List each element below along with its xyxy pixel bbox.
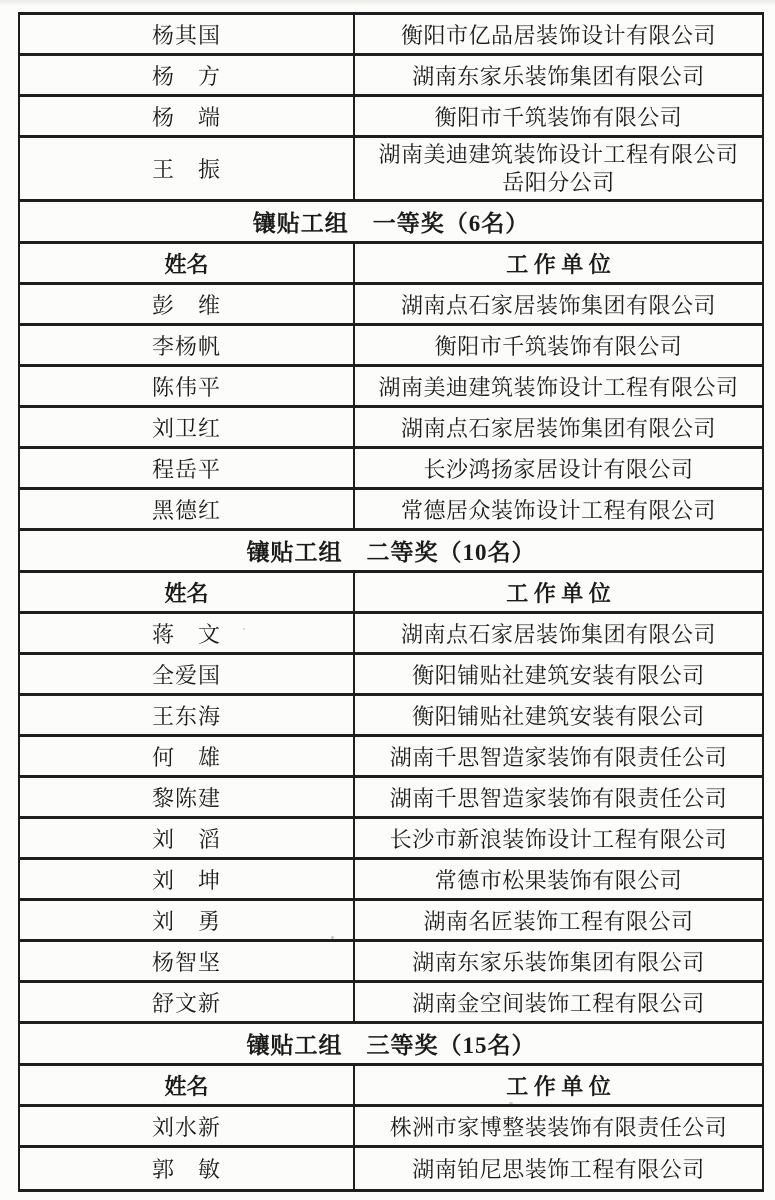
- table-row: [19, 96, 763, 137]
- table-row: [19, 325, 763, 366]
- table-row: [19, 55, 763, 96]
- table-row: [19, 1106, 763, 1147]
- table-row: [19, 941, 763, 982]
- name-cell: 王 振: [19, 137, 354, 201]
- table-row: [19, 818, 763, 859]
- unit-cell: 衡阳铺贴社建筑安装有限公司: [354, 695, 763, 736]
- name-cell: 全爱国: [19, 654, 354, 695]
- name-cell: 刘 勇: [19, 900, 354, 941]
- section-row: [19, 201, 763, 243]
- unit-column-header: 工 作 单 位: [354, 1065, 763, 1106]
- name-cell: 彭 维: [19, 284, 354, 325]
- table-row: [19, 982, 763, 1023]
- name-cell: 舒文新: [19, 982, 354, 1023]
- name-cell: 何 雄: [19, 736, 354, 777]
- name-cell: 黎陈建: [19, 777, 354, 818]
- unit-cell: 湖南名匠装饰工程有限公司: [354, 900, 763, 941]
- unit-cell: 衡阳市千筑装饰有限公司: [354, 325, 763, 366]
- name-cell: 黑德红: [19, 489, 354, 530]
- table-row: [19, 613, 763, 654]
- name-cell: 李杨帆: [19, 325, 354, 366]
- unit-cell: 湖南金空间装饰工程有限公司: [354, 982, 763, 1023]
- unit-line-1: 湖南美迪建筑装饰设计工程有限公司: [378, 141, 739, 167]
- table-row: [19, 695, 763, 736]
- unit-column-header: 工 作 单 位: [354, 572, 763, 613]
- table-row: [19, 366, 763, 407]
- name-cell: 杨其国: [19, 14, 354, 55]
- name-cell: 刘卫红: [19, 407, 354, 448]
- unit-cell: 湖南点石家居装饰集团有限公司: [354, 407, 763, 448]
- name-cell: 程岳平: [19, 448, 354, 489]
- unit-cell: 衡阳铺贴社建筑安装有限公司: [354, 654, 763, 695]
- unit-cell: 株洲市家博整装装饰有限责任公司: [354, 1106, 763, 1147]
- table-row: [19, 448, 763, 489]
- unit-cell: 湖南千思智造家装饰有限责任公司: [354, 736, 763, 777]
- name-column-header: 姓名: [19, 243, 354, 284]
- name-cell: 蒋 文: [19, 613, 354, 654]
- column-header-row: [19, 1065, 763, 1106]
- unit-cell: 常德市松果装饰有限公司: [354, 859, 763, 900]
- name-cell: 杨 端: [19, 96, 354, 137]
- name-cell: 王东海: [19, 695, 354, 736]
- table-row: [19, 777, 763, 818]
- name-column-header: 姓名: [19, 1065, 354, 1106]
- table-row: [19, 654, 763, 695]
- unit-cell: 衡阳市亿品居装饰设计有限公司: [354, 14, 763, 55]
- column-header-row: [19, 572, 763, 613]
- table-row: [19, 859, 763, 900]
- award-winners-table: [18, 12, 764, 1192]
- table-row: [19, 137, 763, 201]
- section-title: 镶贴工组 一等奖（6名）: [19, 201, 763, 243]
- unit-line-2: 岳阳分公司: [502, 169, 615, 195]
- section-title: 镶贴工组 二等奖（10名）: [19, 530, 763, 572]
- unit-cell: 长沙市新浪装饰设计工程有限公司: [354, 818, 763, 859]
- section-row: [19, 1023, 763, 1065]
- name-cell: 刘 坤: [19, 859, 354, 900]
- name-cell: 杨智坚: [19, 941, 354, 982]
- name-cell: 刘水新: [19, 1106, 354, 1147]
- name-cell: 刘 滔: [19, 818, 354, 859]
- name-cell: 郭 敏: [19, 1147, 354, 1191]
- unit-cell: 湖南千思智造家装饰有限责任公司: [354, 777, 763, 818]
- unit-cell: 湖南东家乐装饰集团有限公司: [354, 55, 763, 96]
- name-cell: 杨 方: [19, 55, 354, 96]
- column-header-row: [19, 243, 763, 284]
- section-row: [19, 530, 763, 572]
- unit-cell: 湖南点石家居装饰集团有限公司: [354, 613, 763, 654]
- table-row: [19, 407, 763, 448]
- unit-cell: 湖南美迪建筑装饰设计工程有限公司: [354, 366, 763, 407]
- unit-column-header: 工 作 单 位: [354, 243, 763, 284]
- name-cell: 陈伟平: [19, 366, 354, 407]
- unit-cell: [354, 137, 763, 201]
- table-row: [19, 284, 763, 325]
- unit-cell: 衡阳市千筑装饰有限公司: [354, 96, 763, 137]
- unit-cell: 湖南铂尼思装饰工程有限公司: [354, 1147, 763, 1191]
- table-row: [19, 14, 763, 55]
- unit-cell: 长沙鸿扬家居设计有限公司: [354, 448, 763, 489]
- table-row: [19, 489, 763, 530]
- unit-cell: 湖南东家乐装饰集团有限公司: [354, 941, 763, 982]
- section-title: 镶贴工组 三等奖（15名）: [19, 1023, 763, 1065]
- unit-cell: 常德居众装饰设计工程有限公司: [354, 489, 763, 530]
- table-row: [19, 900, 763, 941]
- table-row: [19, 1147, 763, 1191]
- unit-cell: 湖南点石家居装饰集团有限公司: [354, 284, 763, 325]
- table-row: [19, 736, 763, 777]
- name-column-header: 姓名: [19, 572, 354, 613]
